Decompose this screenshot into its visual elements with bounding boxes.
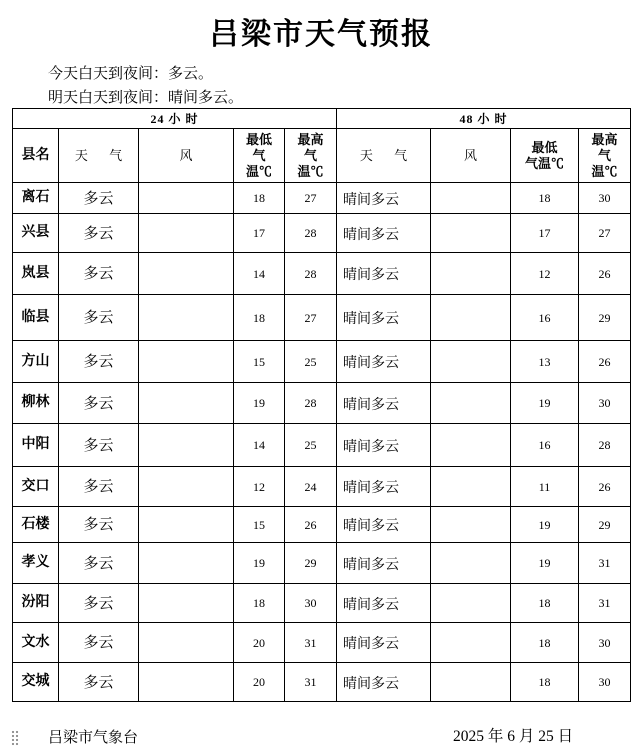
weather-48h: 晴间多云: [337, 295, 431, 341]
wind-24h: [139, 663, 234, 702]
weather-48h: 晴间多云: [337, 253, 431, 295]
table-row: [13, 424, 631, 467]
header-line: 气: [598, 147, 612, 163]
weather-48h: 晴间多云: [337, 183, 431, 214]
wind-24h: [139, 543, 234, 584]
max-temp-24h: 28: [285, 383, 337, 424]
min-temp-48h: 19: [511, 507, 579, 543]
min-temp-24h: 19: [234, 383, 285, 424]
forecast-summary-today: 今天白天到夜间：多云。: [48, 64, 214, 82]
county-name: 中阳: [13, 424, 59, 467]
max-temp-24h: 29: [285, 543, 337, 584]
header-line: 最高: [591, 131, 618, 147]
weather-24h: 多云: [59, 424, 139, 467]
wind-24h: [139, 507, 234, 543]
table-row: [13, 467, 631, 507]
header-line: 气: [252, 147, 266, 163]
min-temp-24h: 18: [234, 183, 285, 214]
column-header-min-temp-48h: [511, 129, 579, 183]
min-temp-24h: 15: [234, 341, 285, 383]
county-name: 文水: [13, 623, 59, 663]
wind-48h: [431, 424, 511, 467]
weather-48h: 晴间多云: [337, 424, 431, 467]
wind-48h: [431, 341, 511, 383]
min-temp-48h: 17: [511, 214, 579, 253]
min-temp-24h: 14: [234, 424, 285, 467]
weather-48h: 晴间多云: [337, 543, 431, 584]
header-line: 最低: [531, 139, 558, 155]
max-temp-24h: 27: [285, 183, 337, 214]
weather-48h: 晴间多云: [337, 467, 431, 507]
wind-24h: [139, 214, 234, 253]
county-name: 方山: [13, 341, 59, 383]
weather-48h: 晴间多云: [337, 383, 431, 424]
header-line: 最低: [245, 131, 272, 147]
min-temp-24h: 12: [234, 467, 285, 507]
wind-24h: [139, 183, 234, 214]
max-temp-48h: 26: [579, 253, 631, 295]
drag-handle-icon[interactable]: [11, 730, 19, 746]
min-temp-48h: 18: [511, 584, 579, 623]
table-row: [13, 584, 631, 623]
wind-24h: [139, 295, 234, 341]
table-row: [13, 623, 631, 663]
min-temp-24h: 14: [234, 253, 285, 295]
weather-24h: 多云: [59, 183, 139, 214]
table-row: [13, 543, 631, 584]
table-row: [13, 183, 631, 214]
county-name: 石楼: [13, 507, 59, 543]
max-temp-24h: 31: [285, 663, 337, 702]
wind-48h: [431, 183, 511, 214]
wind-24h: [139, 467, 234, 507]
table-row: [13, 295, 631, 341]
max-temp-48h: 29: [579, 507, 631, 543]
min-temp-48h: 16: [511, 424, 579, 467]
max-temp-48h: 26: [579, 341, 631, 383]
wind-24h: [139, 424, 234, 467]
county-name: 柳林: [13, 383, 59, 424]
min-temp-48h: 12: [511, 253, 579, 295]
weather-48h: 晴间多云: [337, 341, 431, 383]
column-header-max-temp-48h: [579, 129, 631, 183]
min-temp-24h: 19: [234, 543, 285, 584]
max-temp-24h: 27: [285, 295, 337, 341]
wind-24h: [139, 253, 234, 295]
max-temp-24h: 30: [285, 584, 337, 623]
weather-48h: 晴间多云: [337, 623, 431, 663]
table-row: [13, 253, 631, 295]
column-header-weather-24h: 天 气: [59, 129, 139, 183]
county-name: 交城: [13, 663, 59, 702]
weather-48h: 晴间多云: [337, 507, 431, 543]
weather-24h: 多云: [59, 341, 139, 383]
county-name: 汾阳: [13, 584, 59, 623]
min-temp-24h: 18: [234, 295, 285, 341]
weather-24h: 多云: [59, 383, 139, 424]
max-temp-48h: 26: [579, 467, 631, 507]
column-header-weather-48h: 天 气: [337, 129, 431, 183]
weather-24h: 多云: [59, 543, 139, 584]
weather-24h: 多云: [59, 295, 139, 341]
max-temp-48h: 31: [579, 543, 631, 584]
weather-48h: 晴间多云: [337, 584, 431, 623]
column-header-county: 县名: [13, 129, 59, 183]
county-name: 岚县: [13, 253, 59, 295]
max-temp-24h: 25: [285, 341, 337, 383]
max-temp-24h: 28: [285, 253, 337, 295]
min-temp-24h: 15: [234, 507, 285, 543]
issue-date: 2025 年 6 月 25 日: [453, 728, 574, 745]
weather-24h: 多云: [59, 584, 139, 623]
max-temp-48h: 30: [579, 383, 631, 424]
wind-24h: [139, 623, 234, 663]
group-header-row: [13, 109, 631, 129]
header-line: 气温℃: [525, 155, 565, 171]
wind-48h: [431, 584, 511, 623]
min-temp-24h: 20: [234, 623, 285, 663]
max-temp-48h: 28: [579, 424, 631, 467]
county-name: 兴县: [13, 214, 59, 253]
min-temp-48h: 18: [511, 623, 579, 663]
wind-48h: [431, 623, 511, 663]
column-header-max-temp-24h: [285, 129, 337, 183]
wind-48h: [431, 507, 511, 543]
weather-48h: 晴间多云: [337, 214, 431, 253]
min-temp-48h: 16: [511, 295, 579, 341]
header-line: 温℃: [297, 163, 324, 179]
forecast-table: [12, 108, 631, 702]
weather-48h: 晴间多云: [337, 663, 431, 702]
max-temp-24h: 24: [285, 467, 337, 507]
column-header-min-temp-24h: [234, 129, 285, 183]
wind-48h: [431, 467, 511, 507]
weather-24h: 多云: [59, 214, 139, 253]
page-title: 吕梁市天气预报: [209, 18, 433, 51]
max-temp-48h: 30: [579, 183, 631, 214]
weather-24h: 多云: [59, 663, 139, 702]
max-temp-48h: 30: [579, 623, 631, 663]
county-name: 交口: [13, 467, 59, 507]
min-temp-24h: 17: [234, 214, 285, 253]
wind-24h: [139, 584, 234, 623]
group-header-48h: 48 小 时: [337, 109, 631, 129]
header-line: 气: [304, 147, 318, 163]
min-temp-48h: 13: [511, 341, 579, 383]
wind-24h: [139, 341, 234, 383]
wind-48h: [431, 663, 511, 702]
header-line: 温℃: [245, 163, 272, 179]
min-temp-24h: 18: [234, 584, 285, 623]
min-temp-48h: 11: [511, 467, 579, 507]
table-row: [13, 214, 631, 253]
wind-48h: [431, 543, 511, 584]
max-temp-24h: 28: [285, 214, 337, 253]
max-temp-48h: 29: [579, 295, 631, 341]
column-header-wind-48h: 风: [431, 129, 511, 183]
max-temp-48h: 31: [579, 584, 631, 623]
weather-24h: 多云: [59, 467, 139, 507]
max-temp-48h: 27: [579, 214, 631, 253]
weather-24h: 多云: [59, 623, 139, 663]
table-row: [13, 663, 631, 702]
column-header-wind-24h: 风: [139, 129, 234, 183]
weather-24h: 多云: [59, 253, 139, 295]
max-temp-48h: 30: [579, 663, 631, 702]
wind-48h: [431, 214, 511, 253]
wind-48h: [431, 295, 511, 341]
header-line: 最高: [297, 131, 324, 147]
table-row: [13, 383, 631, 424]
county-name: 临县: [13, 295, 59, 341]
wind-48h: [431, 383, 511, 424]
forecast-summary-tomorrow: 明天白天到夜间：晴间多云。: [48, 88, 244, 106]
header-line: 温℃: [591, 163, 618, 179]
weather-24h: 多云: [59, 507, 139, 543]
issuer-name: 吕梁市气象台: [48, 728, 139, 746]
min-temp-48h: 18: [511, 183, 579, 214]
min-temp-24h: 20: [234, 663, 285, 702]
max-temp-24h: 25: [285, 424, 337, 467]
min-temp-48h: 19: [511, 383, 579, 424]
table-row: [13, 507, 631, 543]
wind-24h: [139, 383, 234, 424]
table-row: [13, 341, 631, 383]
county-name: 孝义: [13, 543, 59, 584]
wind-48h: [431, 253, 511, 295]
max-temp-24h: 31: [285, 623, 337, 663]
column-header-row: [13, 129, 631, 183]
group-header-24h: 24 小 时: [13, 109, 337, 129]
max-temp-24h: 26: [285, 507, 337, 543]
min-temp-48h: 18: [511, 663, 579, 702]
min-temp-48h: 19: [511, 543, 579, 584]
county-name: 离石: [13, 183, 59, 214]
